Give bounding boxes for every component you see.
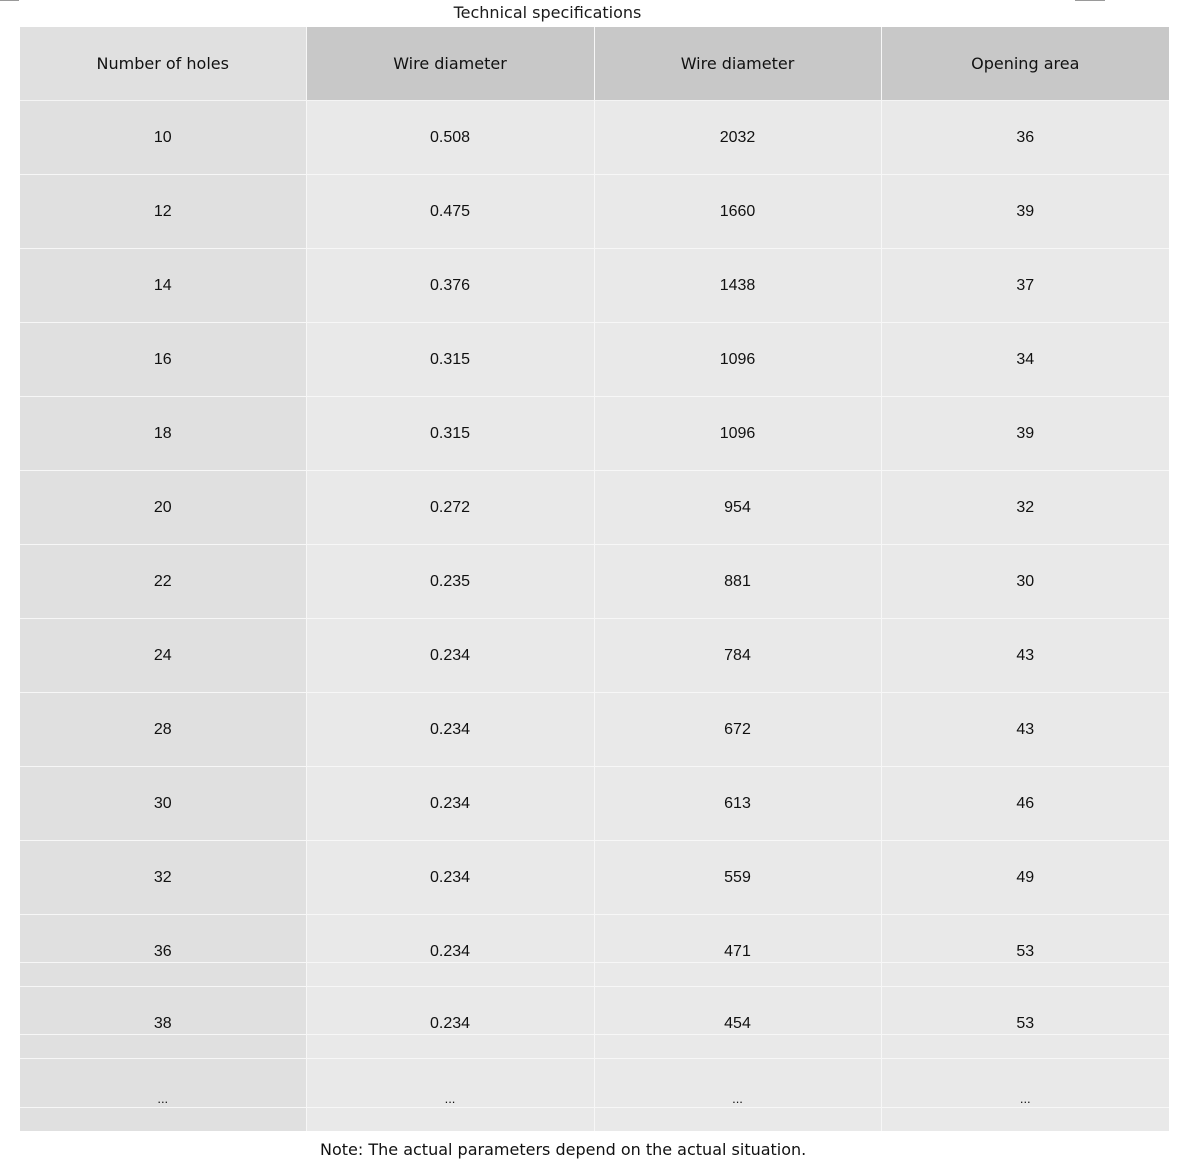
table-spacer-row — [20, 963, 1169, 987]
cell-number-of-holes: 14 — [20, 249, 306, 323]
cell-opening-area: 43 — [881, 693, 1169, 767]
cell-opening-area: 39 — [881, 397, 1169, 471]
cell-wire-diameter: 0.508 — [306, 101, 594, 175]
table-row — [20, 471, 1169, 545]
cell-wire-diameter-2: 784 — [594, 619, 881, 693]
cell-number-of-holes: 38 — [20, 987, 306, 1035]
cell-wire-diameter: 0.234 — [306, 841, 594, 915]
cell-wire-diameter-2: 1096 — [594, 397, 881, 471]
cell-wire-diameter: 0.475 — [306, 175, 594, 249]
cell-number-of-holes: 20 — [20, 471, 306, 545]
table-row — [20, 767, 1169, 841]
cell-number-of-holes: 36 — [20, 915, 306, 963]
cell-opening-area: 36 — [881, 101, 1169, 175]
cell-number-of-holes: 12 — [20, 175, 306, 249]
cell-opening-area: 49 — [881, 841, 1169, 915]
column-header-wire-diameter: Wire diameter — [306, 27, 594, 101]
cell-opening-area: 30 — [881, 545, 1169, 619]
cell-wire-diameter: 0.234 — [306, 619, 594, 693]
cell-wire-diameter-2: 672 — [594, 693, 881, 767]
table-row — [20, 397, 1169, 471]
cell-opening-area: 53 — [881, 915, 1169, 963]
table-title: Technical specifications — [453, 3, 642, 22]
table-row — [20, 915, 1169, 963]
cell-wire-diameter-2: 1096 — [594, 323, 881, 397]
column-header-opening-area: Opening area — [881, 27, 1169, 101]
cell-opening-area: 43 — [881, 619, 1169, 693]
cell-opening-area: 39 — [881, 175, 1169, 249]
cell-number-of-holes: 10 — [20, 101, 306, 175]
cell-wire-diameter-2: 2032 — [594, 101, 881, 175]
specifications-table — [20, 27, 1169, 1131]
cell-wire-diameter: 0.272 — [306, 471, 594, 545]
top-right-edge-mark — [1075, 0, 1105, 1]
cell-wire-diameter-2: 471 — [594, 915, 881, 963]
table-spacer-row — [20, 1035, 1169, 1059]
cell-opening-area: 32 — [881, 471, 1169, 545]
cell-opening-area: 53 — [881, 987, 1169, 1035]
table-row — [20, 545, 1169, 619]
table-row — [20, 841, 1169, 915]
cell-opening-area: 37 — [881, 249, 1169, 323]
cell-wire-diameter: 0.315 — [306, 397, 594, 471]
table-row — [20, 175, 1169, 249]
cell-wire-diameter: 0.234 — [306, 915, 594, 963]
cell-number-of-holes: 24 — [20, 619, 306, 693]
cell-wire-diameter: 0.234 — [306, 693, 594, 767]
cell-wire-diameter: 0.235 — [306, 545, 594, 619]
cell-opening-area: 34 — [881, 323, 1169, 397]
footnote: Note: The actual parameters depend on the actual situation. — [320, 1140, 807, 1159]
cell-wire-diameter-2: 559 — [594, 841, 881, 915]
cell-number-of-holes: 30 — [20, 767, 306, 841]
table-spacer-row — [20, 1108, 1169, 1132]
cell-wire-diameter: 0.234 — [306, 987, 594, 1035]
column-header-number-of-holes: Number of holes — [20, 27, 306, 101]
table-header-row — [20, 27, 1169, 101]
table-row — [20, 101, 1169, 175]
cell-wire-diameter-2: 1660 — [594, 175, 881, 249]
cell-wire-diameter: ... — [306, 1059, 594, 1108]
column-header-wire-diameter-2: Wire diameter — [594, 27, 881, 101]
cell-wire-diameter: 0.376 — [306, 249, 594, 323]
table-row — [20, 1059, 1169, 1108]
cell-wire-diameter-2: 454 — [594, 987, 881, 1035]
cell-number-of-holes: 32 — [20, 841, 306, 915]
cell-wire-diameter-2: 954 — [594, 471, 881, 545]
cell-wire-diameter-2: 881 — [594, 545, 881, 619]
cell-opening-area: ... — [881, 1059, 1169, 1108]
cell-number-of-holes: 28 — [20, 693, 306, 767]
cell-opening-area: 46 — [881, 767, 1169, 841]
cell-wire-diameter-2: 613 — [594, 767, 881, 841]
table-row — [20, 323, 1169, 397]
cell-wire-diameter: 0.234 — [306, 767, 594, 841]
cell-number-of-holes: 22 — [20, 545, 306, 619]
cell-number-of-holes: 18 — [20, 397, 306, 471]
cell-wire-diameter-2: ... — [594, 1059, 881, 1108]
cell-wire-diameter: 0.315 — [306, 323, 594, 397]
table-row — [20, 619, 1169, 693]
cell-wire-diameter-2: 1438 — [594, 249, 881, 323]
table-row — [20, 249, 1169, 323]
cell-number-of-holes: ... — [20, 1059, 306, 1108]
top-left-edge-mark — [0, 0, 19, 1]
cell-number-of-holes: 16 — [20, 323, 306, 397]
table-row — [20, 693, 1169, 767]
table-row — [20, 987, 1169, 1035]
